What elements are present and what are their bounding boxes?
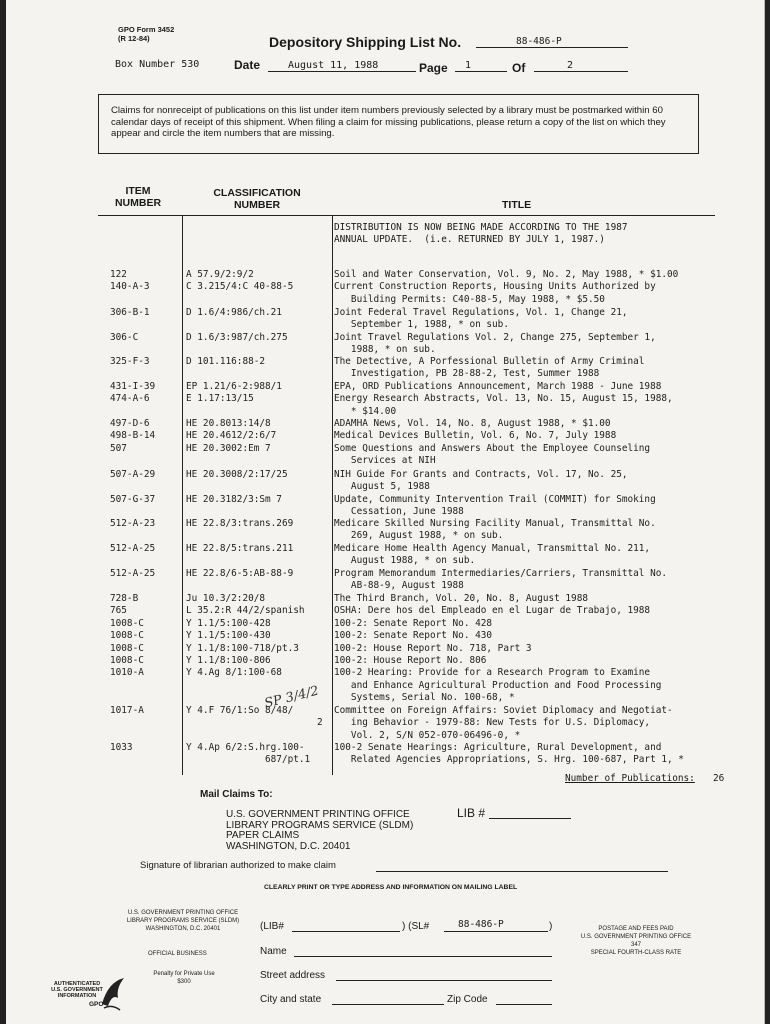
classification-cell: D 1.6/3:987/ch.275 [186,332,288,343]
postage-line3: 347 [630,942,641,948]
classification-cell: D 1.6/4:986/ch.21 [186,307,282,318]
header-rule [98,215,715,216]
date-line [268,71,416,72]
street-field-line[interactable] [336,980,552,981]
date-value: August 11, 1988 [288,60,379,71]
sender-line3: WASHINGTON, D.C. 20401 [145,926,221,932]
lib-number-line[interactable] [489,818,571,819]
item-header-line1: ITEM [125,185,151,197]
auth-line3: INFORMATION [57,993,97,999]
list-number-line [476,47,628,48]
city-label: City and state [260,994,322,1005]
sl-field-label: ) (SL# [402,921,430,932]
publication-count: 26 [713,773,725,784]
page-value: 1 [465,60,472,71]
gpo-mark: GPO [89,1001,104,1008]
title-cell: Joint Travel Regulations Vol. 2, Change 275, September 1, 1988, * on sub. [334,332,656,356]
title-cell: The Third Branch, Vol. 20, No. 8, August 1988 OSHA: Dere hos del Empleado en el Lugar de Trabajo, 1988 100-2: Senate Report No. 428 100-2: Senate Report No. 430 100-2: House Report No. 718, Part 3 100-2: House Report No. 806 100-2 Hearing: Provide for a Research Program to Examine and Enhance Agricultural Production and Food Processing Systems, Serial No. 100-68, * [334,593,662,704]
mail-claims-address [226,810,413,852]
classification-cell: Ju 10.3/2:20/8 L 35.2:R 44/2/spanish Y 1.1/5:100-428 Y 1.1/5:100-430 Y 1.1/8:100-718/pt.3 Y 1.1/8:100-806 Y 4.Ag 8/1:100-68 [186,593,305,679]
postage-line4: SPECIAL FOURTH-CLASS RATE [590,950,682,956]
sl-value: 88-486-P [458,919,504,930]
item-number-cell: 497-D-6 498-B-14 507 [110,418,156,454]
item-number-cell: 507-G-37 [110,494,156,505]
title-header: TITLE [502,199,532,211]
item-number-cell: 512-A-25 [110,568,156,579]
item-number-cell: 1033 [110,742,133,753]
handwritten-annotation: SP 3/4/2 [263,683,321,712]
title-cell: ADAMHA News, Vol. 14, No. 8, August 1988, * $1.00 Medical Devices Bulletin, Vol. 6, No. 7, July 1988 Some Questions and Answers About the Employee Counseling Services at NIH [334,418,651,467]
sender-line1: U.S. GOVERNMENT PRINTING OFFICE [127,910,239,916]
item-number-cell: 1017-A [110,705,144,716]
claims-notice: Claims for nonreceipt of publications on this list under item numbers previously selected by a library must be postmarked within 60 calendar days of receipt of this shipment. When filing a claim for missing publications, please return a copy of the list on which they appear and circle the item numbers that are missing. [111,105,666,139]
lib-number-label: LIB # [457,806,486,820]
street-label: Street address [260,970,326,981]
classification-cell: Y 4.Ap 6/2:S.hrg.100- 687/pt.1 [186,742,311,766]
auth-line1: AUTHENTICATED [53,981,101,987]
postage-line1: POSTAGE AND FEES PAID [598,926,674,932]
zip-field-line[interactable] [496,1004,552,1005]
item-number-cell: 512-A-25 [110,543,156,554]
distribution-note: DISTRIBUTION IS NOW BEING MADE ACCORDING TO THE 1987 ANNUAL UPDATE. (i.e. RETURNED BY JULY 1, 1987.) [334,222,628,246]
publication-count-label: Number of Publications: [565,773,695,784]
classification-cell: EP 1.21/6-2:988/1 E 1.17:13/15 [186,381,282,405]
item-number-cell: 512-A-23 [110,518,156,529]
sender-address [118,909,248,933]
lib-field-line[interactable] [292,931,400,932]
column-divider-2 [332,215,333,775]
item-number-cell: 122 140-A-3 [110,269,150,293]
item-number-cell: 306-B-1 [110,307,150,318]
of-label: Of [512,61,526,75]
address-line1: U.S. GOVERNMENT PRINTING OFFICE [226,809,410,820]
eagle-logo-icon [98,974,128,1014]
classification-cell: HE 20.3182/3:Sm 7 [186,494,282,505]
name-label: Name [260,946,287,957]
classification-cell: HE 20.3008/2:17/25 [186,469,288,480]
sender-line2: LIBRARY PROGRAMS SERVICE (SLDM) [126,918,240,924]
title-cell: 100-2 Senate Hearings: Agriculture, Rural Development, and Related Agencies Appropriations, S. Hrg. 100-687, Part 1, * [334,742,684,766]
document-title: Depository Shipping List No. [269,34,462,50]
item-number-header [106,185,170,209]
name-field-line[interactable] [294,956,552,957]
list-number: 88-486-P [516,36,562,47]
classification-cell: D 101.116:88-2 [186,356,266,367]
sl-field-line [444,931,548,932]
postage-indicia [574,925,698,957]
date-label: Date [234,58,261,72]
lib-field-label: (LIB# [260,921,284,932]
continuation-digit: 2 [317,717,323,728]
of-value: 2 [567,60,574,71]
title-cell: Joint Federal Travel Regulations, Vol. 1, Change 21, September 1, 1988, * on sub. [334,307,628,331]
city-field-line[interactable] [332,1004,444,1005]
address-line2: LIBRARY PROGRAMS SERVICE (SLDM) [226,819,414,831]
item-number-cell: 431-I-39 474-A-6 [110,381,156,405]
item-number-cell: 325-F-3 [110,356,150,367]
classification-cell: HE 20.8013:14/8 HE 20.4612/2:6/7 HE 20.3002:Em 7 [186,418,277,454]
signature-line[interactable] [376,871,668,872]
classification-cell: Y 4.F 76/1:So 8/48/ [186,705,294,716]
class-header-line1: CLASSIFICATION [213,187,301,199]
of-line [534,71,628,72]
classification-cell: HE 22.8/6-5:AB-88-9 [186,568,294,579]
item-number-cell: 728-B 765 1008-C 1008-C 1008-C 1008-C 1010-A [110,593,144,679]
title-cell: Program Memorandum Intermediaries/Carriers, Transmittal No. AB-88-9, August 1988 [334,568,668,592]
shipping-list-page [6,0,765,1024]
address-line3: PAPER CLAIMS [226,830,300,841]
form-id-line1: GPO Form 3452 [118,25,175,34]
claims-notice-box [98,94,699,154]
classification-cell: HE 22.8/3:trans.269 [186,518,294,529]
postage-line2: U.S. GOVERNMENT PRINTING OFFICE [580,934,692,940]
item-number-cell: 306-C [110,332,139,343]
title-cell: EPA, ORD Publications Announcement, March 1988 - June 1988 Energy Research Abstracts, Vol. 13, No. 15, August 15, 1988, * $14.00 [334,381,673,417]
address-line4: WASHINGTON, D.C. 20401 [226,840,351,852]
sl-close-paren: ) [549,921,553,932]
class-header-line2: NUMBER [233,199,281,211]
title-cell: Medicare Skilled Nursing Facility Manual, Transmittal No. 269, August 1988, * on sub. [334,518,656,542]
penalty-line1: Penalty for Private Use [153,971,215,977]
title-cell: Update, Community Intervention Trail (COMMIT) for Smoking Cessation, June 1988 [334,494,656,518]
title-cell: The Detective, A Porfessional Bulletin of Army Criminal Investigation, PB 28-88-2, Test, Summer 1988 [334,356,645,380]
classification-cell: HE 22.8/5:trans.211 [186,543,294,554]
column-divider-1 [182,215,183,775]
box-number: Box Number 530 [115,59,200,70]
form-id [118,26,174,43]
item-number-cell: 507-A-29 [110,469,156,480]
penalty-line2: $300 [177,979,191,985]
print-instruction: CLEARLY PRINT OR TYPE ADDRESS AND INFORMATION ON MAILING LABEL [264,884,518,891]
title-cell: Committee on Foreign Affairs: Soviet Diplomacy and Negotiat- ing Behavior - 1979-88: New Tests for U.S. Diplomacy, Vol. 2, S/N 052-070-06496-0, * [334,705,673,741]
title-cell: Soil and Water Conservation, Vol. 9, No. 2, May 1988, * $1.00 Current Construction Reports, Housing Units Authorized by Building Permits: C40-88-5, May 1988, * $5.50 [334,269,679,305]
zip-label: Zip Code [447,994,488,1005]
item-header-line2: NUMBER [114,197,162,209]
penalty-notice [146,970,222,986]
classification-header [202,187,312,211]
classification-cell: A 57.9/2:9/2 C 3.215/4:C 40-88-5 [186,269,294,293]
title-cell: NIH Guide For Grants and Contracts, Vol. 17, No. 25, August 5, 1988 [334,469,628,493]
official-business: OFFICIAL BUSINESS [148,951,207,957]
page-line [455,71,507,72]
form-id-line2: (R 12-84) [118,33,150,43]
title-cell: Medicare Home Health Agency Manual, Transmittal No. 211, August 1988, * on sub. [334,543,651,567]
mail-claims-label: Mail Claims To: [200,789,273,800]
auth-line2: U.S. GOVERNMENT [51,987,103,993]
page-label: Page [419,61,448,75]
signature-label: Signature of librarian authorized to make claim [140,860,336,871]
